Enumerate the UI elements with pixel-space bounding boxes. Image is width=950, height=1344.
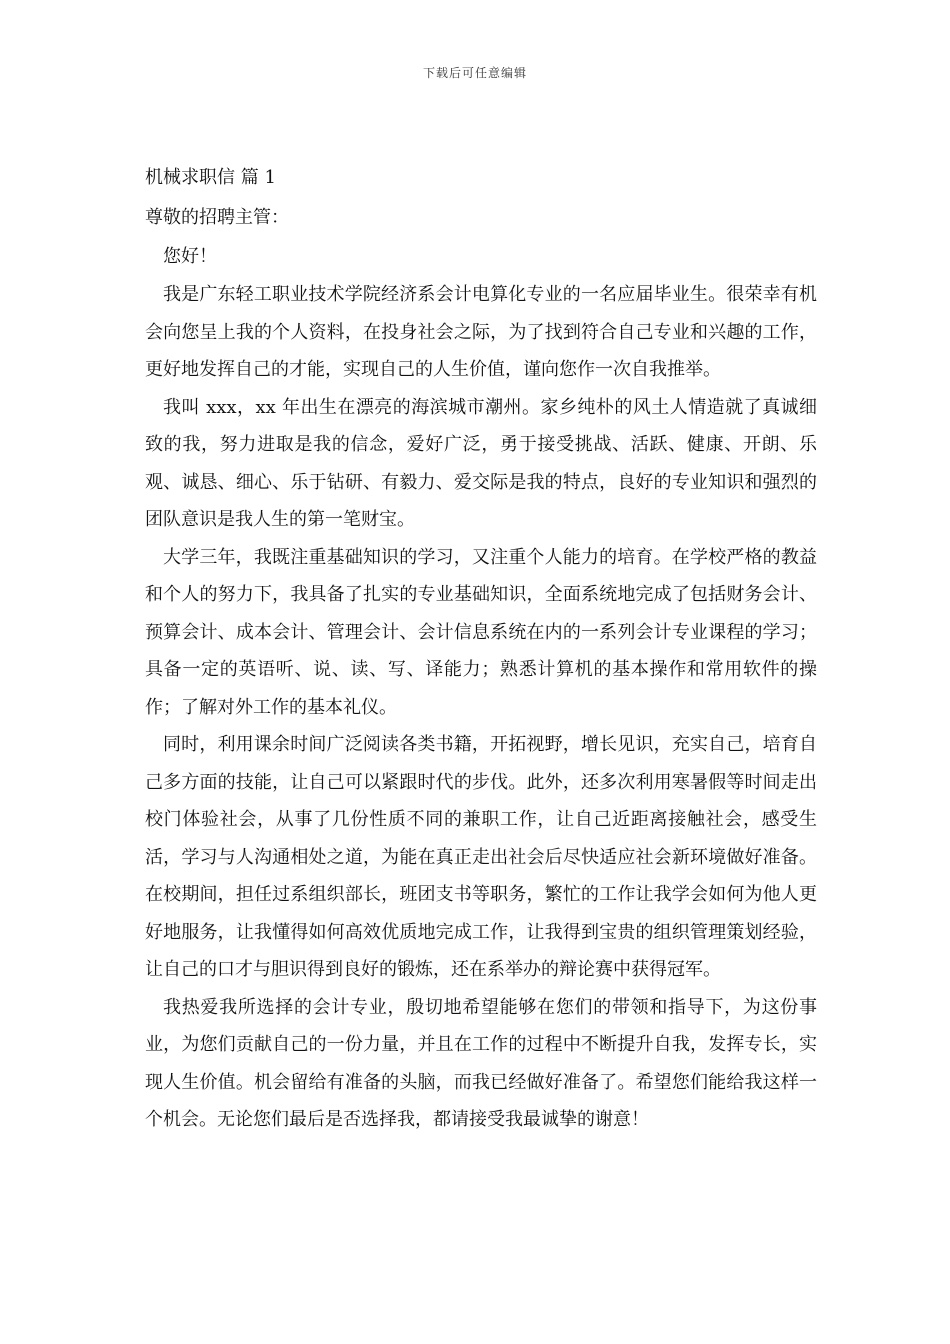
page-header: 下载后可任意编辑 (422, 66, 527, 80)
paragraph-personal: 我叫 xxx，xx 年出生在漂亮的海滨城市潮州。家乡纯朴的风土人情造就了真诚细致的我，努力进取是我的信念，爱好广泛，勇于接受挑战、活跃、健康、开朗、乐观、诚恳、细心、乐于钻研、有毅力、爱交际是我的特点，良好的专业知识和强烈的团队意识是我人生的第一笔财宝。 (145, 396, 817, 530)
paragraph-closing: 我热爱我所选择的会计专业，殷切地希望能够在您们的带领和指导下，为这份事业，为您们贡献自己的一份力量，并且在工作的过程中不断提升自我，发挥专长，实现人生价值。机会留给有准备的头脑，而我已经做好准备了。希望您们能给我这样一个机会。无论您们最后是否选择我，都请接受我最诚挚的谢意！ (145, 996, 817, 1130)
greeting: 您好！ (163, 246, 217, 267)
salutation: 尊敬的招聘主管： (145, 207, 289, 228)
document-title: 机械求职信 篇 1 (145, 167, 276, 188)
letter-body (145, 158, 817, 1139)
paragraph-experience: 同时，利用课余时间广泛阅读各类书籍，开拓视野，增长见识，充实自己，培育自己多方面的技能，让自己可以紧跟时代的步伐。此外，还多次利用寒暑假等时间走出校门体验社会，从事了几份性质不同的兼职工作，让自己近距离接触社会，感受生活，学习与人沟通相处之道，为能在真正走出社会后尽快适应社会新环境做好准备。在校期间，担任过系组织部长，班团支书等职务，繁忙的工作让我学会如何为他人更好地服务，让我懂得如何高效优质地完成工作，让我得到宝贵的组织管理策划经验，让自己的口才与胆识得到良好的锻炼，还在系举办的辩论赛中获得冠军。 (145, 734, 817, 980)
paragraph-education: 大学三年，我既注重基础知识的学习，又注重个人能力的培育。在学校严格的教益和个人的努力下，我具备了扎实的专业基础知识，全面系统地完成了包括财务会计、预算会计、成本会计、管理会计、会计信息系统在内的一系列会计专业课程的学习；具备一定的英语听、说、读、写、译能力；熟悉计算机的基本操作和常用软件的操作；了解对外工作的基本礼仪。 (145, 546, 817, 718)
paragraph-intro: 我是广东轻工职业技术学院经济系会计电算化专业的一名应届毕业生。很荣幸有机会向您呈上我的个人资料，在投身社会之际，为了找到符合自己专业和兴趣的工作，更好地发挥自己的才能，实现自己的人生价值，谨向您作一次自我推举。 (145, 284, 817, 380)
